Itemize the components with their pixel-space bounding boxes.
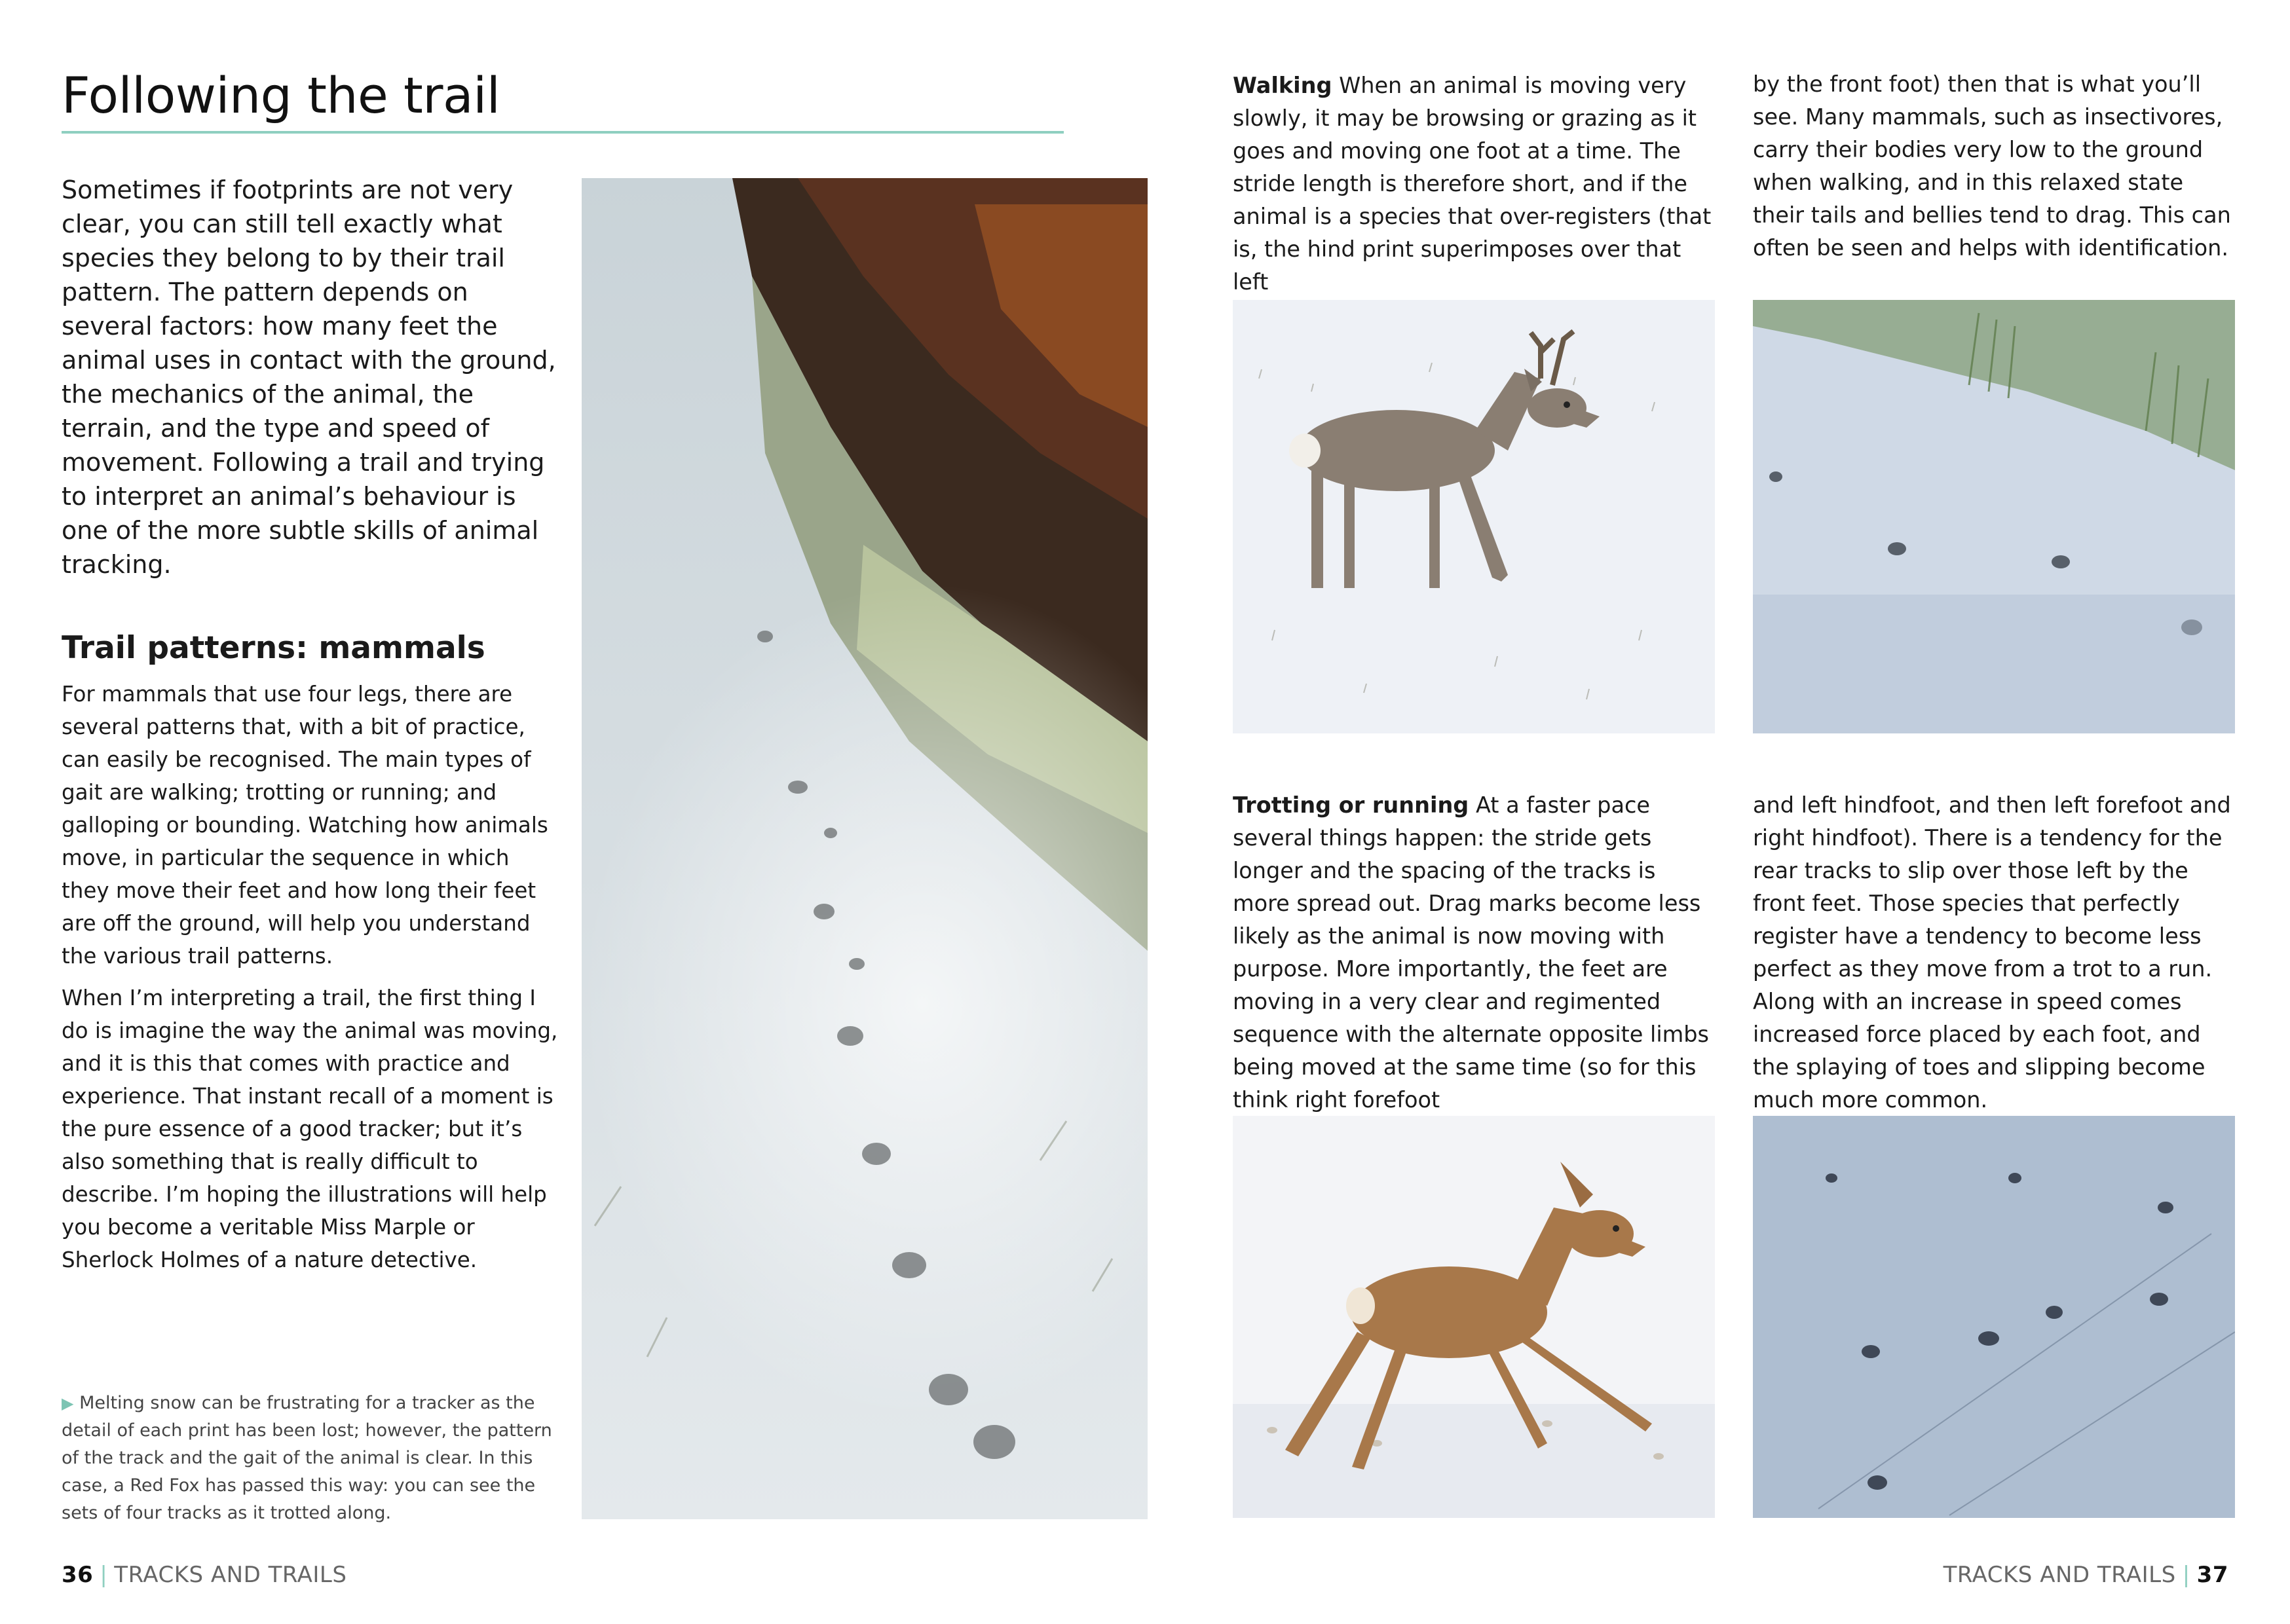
photo-walking-tracks-in-snow (1753, 300, 2235, 733)
page-title: Following the trail (62, 66, 500, 124)
section-name-left: TRACKS AND TRAILS (114, 1562, 347, 1588)
walking-label: Walking (1233, 73, 1332, 98)
footer-right (1943, 1562, 2228, 1588)
footer-separator-right: | (2182, 1562, 2190, 1588)
photo-running-deer (1233, 1116, 1715, 1518)
photo-running-tracks-in-snow (1753, 1116, 2235, 1518)
mammals-text (62, 678, 559, 1285)
photo-caption (62, 1390, 559, 1527)
section-name-right: TRACKS AND TRAILS (1943, 1562, 2176, 1588)
walking-text-a: When an animal is moving very slowly, it may be browsing or grazing as it goes and moving one foot at a time. The stride length is therefore short, and if the animal is a species that over-registers (that is, the hind print superimposes over that left (1233, 73, 1712, 295)
title-underline (62, 131, 1064, 134)
caption-text: Melting snow can be frustrating for a tracker as the detail of each print has been lost; however, the pattern of the track and the gait of the animal is clear. In this case, a Red Fox has passed this way: you can see the sets of four tracks as it trotted along. (62, 1393, 552, 1523)
trotting-text-column-1 (1233, 789, 1718, 1116)
photo-frosty-trail (582, 178, 1148, 1519)
trotting-label: Trotting or running (1233, 792, 1469, 818)
mammals-paragraph-1: For mammals that use four legs, there are several patterns that, with a bit of practice, can easily be recognised. The main types of gait are walking; trotting or running; and galloping or bounding. Watching how animals move, in particular the sequence in which they move their feet and how long their feet are off the ground, will help you understand the various trail patterns. (62, 682, 548, 969)
intro-paragraph: Sometimes if footprints are not very clear, you can still tell exactly what species they belong to by their trail pattern. The pattern depends on several factors: how many feet the animal uses in contact with the ground, the mechanics of the animal, the terrain, and the type and speed of movement. Following a trail and trying to interpret an animal’s behaviour is one of the more subtle skills of animal tracking. (62, 175, 556, 579)
mammals-paragraph-2: When I’m interpreting a trail, the first thing I do is imagine the way the animal was moving, and it is this that comes with practice and experience. That instant recall of a moment is the pure essence of a good tracker; but it’s also something that is really difficult to describe. I’m hoping the illustrations will help you become a veritable Miss Marple or Sherlock Holmes of a nature detective. (62, 986, 558, 1272)
walking-text-column-1 (1233, 69, 1718, 299)
walking-text-b: by the front foot) then that is what you’ll see. Many mammals, such as insectivores, carry their bodies very low to the ground when walking, and in this relaxed state their tails and bellies tend to drag. This can often be seen and helps with identification. (1753, 71, 2231, 261)
photo-walking-deer (1233, 300, 1715, 733)
page-number-right: 37 (2196, 1562, 2228, 1588)
caption-marker-icon: ▶ (62, 1394, 74, 1412)
footer-left (62, 1562, 347, 1588)
section-heading-mammals: Trail patterns: mammals (62, 630, 485, 666)
trotting-text-b: and left hindfoot, and then left forefoot and right hindfoot). There is a tendency for the rear tracks to slip over those left by the front feet. Those species that perfectly register have a tendency to become less perfect as they move from a trot to a run. Along with an increase in speed comes increased force placed by each foot, and the splaying of toes and slipping become much more common. (1753, 792, 2231, 1113)
trotting-text-a: At a faster pace several things happen: the stride gets longer and the spacing of the tracks is more spread out. Drag marks become less likely as the animal is now moving with purpose. More importantly, the feet are moving in a very clear and regimented sequence with the alternate opposite limbs being moved at the same time (so for this think right forefoot (1233, 792, 1709, 1113)
footer-separator-left: | (100, 1562, 108, 1588)
page-number-left: 36 (62, 1562, 94, 1588)
